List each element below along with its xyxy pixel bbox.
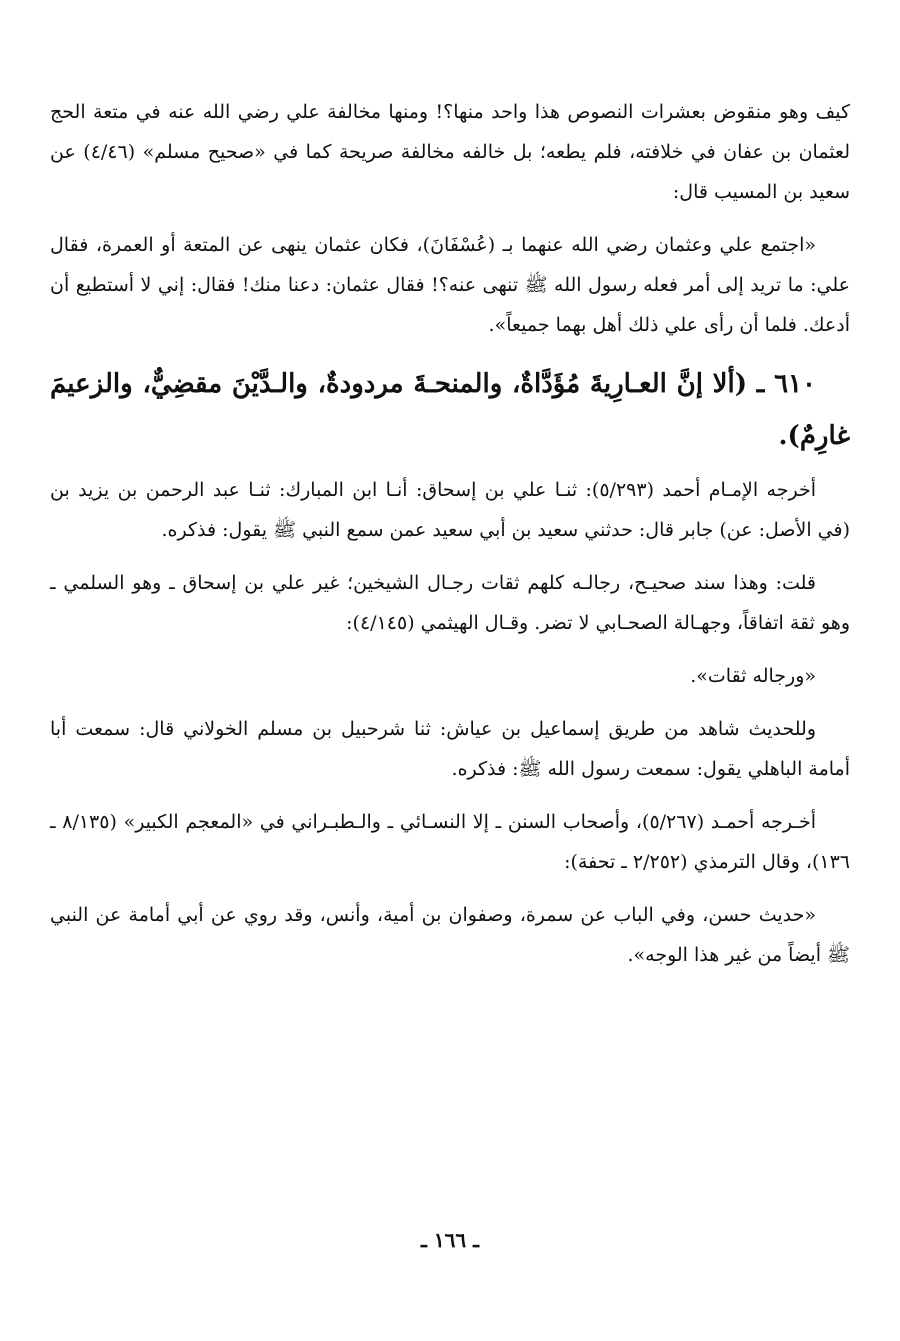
shahid-paragraph: وللحديث شاهد من طريق إسماعيل بن عياش: ثنا شرحبيل بن مسلم الخولاني قال: سمعت أبا أمامة الباهلي يقول: سمعت رسول الله ﷺ: فذكره. (50, 718, 850, 780)
page-number: ـ ١٦٦ ـ (421, 1228, 479, 1252)
commentary-isnad: قلت: وهذا سند صحيـح، رجالـه كلهم ثقات رجـال الشيخين؛ غير علي بن إسحاق ـ وهو السلمي ـ وهو ثقة اتفاقاً، وجهـالة الصحـابي لا تضر. وقـال الهيثمي (٤/١٤٥): (50, 572, 850, 634)
quote-tirmidhi: «حديث حسن، وفي الباب عن سمرة، وصفوان بن أمية، وأنس، وقد روي عن أبي أمامة عن النبي ﷺ أيضاً من غير هذا الوجه». (50, 904, 850, 966)
quote-haythami: «ورجاله ثقات». (690, 665, 816, 687)
hadith-heading: ٦١٠ ـ (ألا إنَّ العـارِيةَ مُؤَدَّاةٌ، والمنحـةَ مردودةٌ، والـدَّيْنَ مقضِيٌّ، والزعيمَ غارِمٌ). (50, 369, 850, 451)
page-body (50, 92, 850, 988)
takhrij-sunan: أخـرجه أحمـد (٥/٢٦٧)، وأصحاب السنن ـ إلا النسـائي ـ والـطبـراني في «المعجم الكبير» (٨/١٣٥ ـ ١٣٦)، وقال الترمذي (٢/٢٥٢ ـ تحفة): (50, 811, 850, 873)
takhrij-ahmad: أخرجه الإمـام أحمد (٥/٢٩٣): ثنـا علي بن إسحاق: أنـا ابن المبارك: ثنـا عبد الرحمن بن يزيد بن (في الأصل: عن) جابر قال: حدثني سعيد بن أبي سعيد عمن سمع النبي ﷺ يقول: فذكره. (50, 479, 850, 541)
paragraph-continuation: كيف وهو منقوض بعشرات النصوص هذا واحد منها؟! ومنها مخالفة علي رضي الله عنه في متعة الحج لعثمان بن عفان في خلافته، فلم يطعه؛ بل خالفه مخالفة صريحة كما في «صحيح مسلم» (٤/٤٦) عن سعيد بن المسيب قال: (50, 101, 850, 203)
quote-muslim: «اجتمع علي وعثمان رضي الله عنهما بـ (عُسْفَانَ)، فكان عثمان ينهى عن المتعة أو العمرة، فقال علي: ما تريد إلى أمر فعله رسول الله ﷺ تنهى عنه؟! فقال عثمان: دعنا منك! فقال: إني لا أستطيع أن أدعك. فلما أن رأى علي ذلك أهل بهما جميعاً». (50, 234, 850, 336)
